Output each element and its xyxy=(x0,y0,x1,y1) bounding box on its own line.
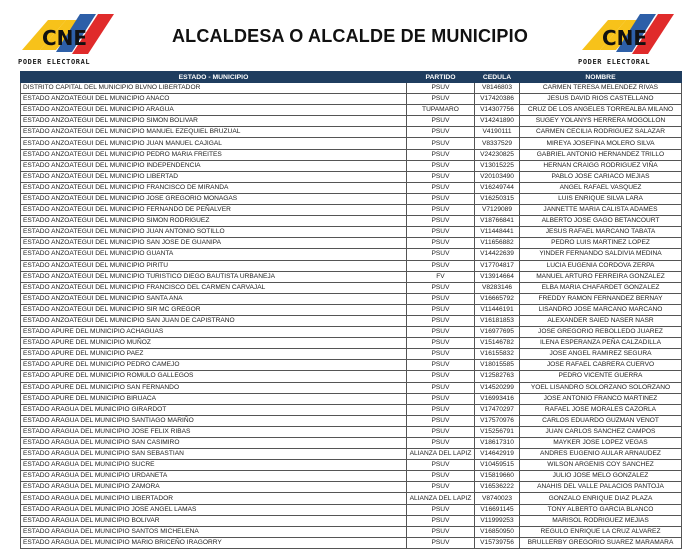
partido-cell: FV xyxy=(407,271,475,282)
cedula-cell: V18015585 xyxy=(475,360,520,371)
table-row xyxy=(21,515,682,526)
cedula-cell: V16691145 xyxy=(475,504,520,515)
cedula-cell: V15146782 xyxy=(475,338,520,349)
cedula-cell: V11446191 xyxy=(475,304,520,315)
estado-municipio-cell: ESTADO ANZOATEGUI DEL MUNICIPIO TURISTICO DIEGO BAUTISTA URBANEJA xyxy=(21,271,407,282)
nombre-cell: SUGEY YOLANYS HERRERA MOGOLLON xyxy=(520,116,682,127)
cedula-cell: V14642919 xyxy=(475,449,520,460)
cedula-cell: V11656882 xyxy=(475,238,520,249)
table-row xyxy=(21,504,682,515)
partido-cell: PSUV xyxy=(407,182,475,193)
partido-cell: PSUV xyxy=(407,127,475,138)
partido-cell: PSUV xyxy=(407,94,475,105)
cedula-cell: V16993416 xyxy=(475,393,520,404)
cedula-cell: V8337529 xyxy=(475,138,520,149)
nombre-cell: RAFAEL JOSE MORALES CAZORLA xyxy=(520,404,682,415)
cedula-cell: V16665792 xyxy=(475,293,520,304)
cedula-cell: V15819660 xyxy=(475,471,520,482)
table-row xyxy=(21,138,682,149)
partido-cell: PSUV xyxy=(407,360,475,371)
cedula-cell: V8740023 xyxy=(475,493,520,504)
table-row xyxy=(21,94,682,105)
table-row xyxy=(21,193,682,204)
partido-cell: PSUV xyxy=(407,227,475,238)
partido-cell: PSUV xyxy=(407,371,475,382)
nombre-cell: YOEL LISANDRO SOLORZANO SOLORZANO xyxy=(520,382,682,393)
estado-municipio-cell: ESTADO APURE DEL MUNICIPIO BIRUACA xyxy=(21,393,407,404)
estado-municipio-cell: ESTADO ANZOATEGUI DEL MUNICIPIO FRANCISCO DE MIRANDA xyxy=(21,182,407,193)
nombre-cell: ALBERTO JOSE GAGO BETANCOURT xyxy=(520,216,682,227)
table-row xyxy=(21,149,682,160)
nombre-cell: JULIO JOSE MELO GONZALEZ xyxy=(520,471,682,482)
partido-cell: ALIANZA DEL LAPIZ xyxy=(407,493,475,504)
cedula-cell: V16249744 xyxy=(475,182,520,193)
cedula-cell: V11448441 xyxy=(475,227,520,238)
table-row xyxy=(21,349,682,360)
table-row xyxy=(21,537,682,548)
partido-cell: PSUV xyxy=(407,504,475,515)
cedula-cell: V16977695 xyxy=(475,327,520,338)
cedula-cell: V16850950 xyxy=(475,526,520,537)
cedula-cell: V8283146 xyxy=(475,282,520,293)
estado-municipio-cell: ESTADO ANZOATEGUI DEL MUNICIPIO SANTA ANA xyxy=(21,293,407,304)
estado-municipio-cell: ESTADO ANZOATEGUI DEL MUNICIPIO JUAN MANUEL CAJIGAL xyxy=(21,138,407,149)
table-row xyxy=(21,415,682,426)
cedula-cell: V12582763 xyxy=(475,371,520,382)
estado-municipio-cell: ESTADO ANZOATEGUI DEL MUNICIPIO JOSE GREGORIO MONAGAS xyxy=(21,193,407,204)
estado-municipio-cell: ESTADO ARAGUA DEL MUNICIPIO MARIO BRICEÑO IRAGORRY xyxy=(21,537,407,548)
estado-municipio-cell: ESTADO ARAGUA DEL MUNICIPIO SUCRE xyxy=(21,460,407,471)
partido-cell: TUPAMARO xyxy=(407,105,475,116)
table-row xyxy=(21,260,682,271)
logo-tagline: PODER ELECTORAL xyxy=(578,58,651,66)
table-row xyxy=(21,282,682,293)
estado-municipio-cell: ESTADO APURE DEL MUNICIPIO ACHAGUAS xyxy=(21,327,407,338)
cedula-cell: V16155832 xyxy=(475,349,520,360)
estado-municipio-cell: ESTADO ANZOATEGUI DEL MUNICIPIO ARAGUA xyxy=(21,105,407,116)
table-row xyxy=(21,460,682,471)
partido-cell: PSUV xyxy=(407,515,475,526)
nombre-cell: TONY ALBERTO GARCIA BLANCO xyxy=(520,504,682,515)
cne-logo-icon xyxy=(578,6,688,58)
estado-municipio-cell: ESTADO ANZOATEGUI DEL MUNICIPIO SIR MC GREGOR xyxy=(21,304,407,315)
table-row xyxy=(21,360,682,371)
table-row xyxy=(21,304,682,315)
partido-cell: PSUV xyxy=(407,537,475,548)
cne-logo-right xyxy=(578,6,688,68)
nombre-cell: LISANDRO JOSE MARCANO MARCANO xyxy=(520,304,682,315)
nombre-cell: PEDRO LUIS MARTINEZ LOPEZ xyxy=(520,238,682,249)
cedula-cell: V13914664 xyxy=(475,271,520,282)
table-row xyxy=(21,315,682,326)
cedula-cell: V14241890 xyxy=(475,116,520,127)
nombre-cell: JANNETTE MARIA CALISTA ADAMES xyxy=(520,205,682,216)
estado-municipio-cell: ESTADO ANZOATEGUI DEL MUNICIPIO PEDRO MARIA FREITES xyxy=(21,149,407,160)
nombre-cell: LUIS ENRIQUE SILVA LARA xyxy=(520,193,682,204)
nombre-cell: WILSON ARGENIS COY SANCHEZ xyxy=(520,460,682,471)
partido-cell: PSUV xyxy=(407,193,475,204)
table-row xyxy=(21,83,682,94)
nombre-cell: MIREYA JOSEFINA MOLERO SILVA xyxy=(520,138,682,149)
cedula-cell: V13015225 xyxy=(475,160,520,171)
estado-municipio-cell: ESTADO APURE DEL MUNICIPIO ROMULO GALLEGOS xyxy=(21,371,407,382)
estado-municipio-cell: ESTADO ANZOATEGUI DEL MUNICIPIO MANUEL EZEQUIEL BRUZUAL xyxy=(21,127,407,138)
cedula-cell: V14307756 xyxy=(475,105,520,116)
partido-cell: PSUV xyxy=(407,149,475,160)
partido-cell: PSUV xyxy=(407,83,475,94)
estado-municipio-cell: ESTADO ANZOATEGUI DEL MUNICIPIO LIBERTAD xyxy=(21,171,407,182)
table-row xyxy=(21,526,682,537)
nombre-cell: MAYKER JOSE LOPEZ VEGAS xyxy=(520,438,682,449)
estado-municipio-cell: ESTADO APURE DEL MUNICIPIO MUÑOZ xyxy=(21,338,407,349)
nombre-cell: ANDRES EUGENIO AULAR ARNAUDEZ xyxy=(520,449,682,460)
nombre-cell: ANGEL RAFAEL VASQUEZ xyxy=(520,182,682,193)
cedula-cell: V15739756 xyxy=(475,537,520,548)
estado-municipio-cell: ESTADO ANZOATEGUI DEL MUNICIPIO FRANCISCO DEL CARMEN CARVAJAL xyxy=(21,282,407,293)
nombre-cell: MARISOL RODRIGUEZ MEJIAS xyxy=(520,515,682,526)
estado-municipio-cell: ESTADO ANZOATEGUI DEL MUNICIPIO SAN JOSE DE GUANIPA xyxy=(21,238,407,249)
estado-municipio-cell: ESTADO APURE DEL MUNICIPIO PAEZ xyxy=(21,349,407,360)
partido-cell: PSUV xyxy=(407,315,475,326)
partido-cell: PSUV xyxy=(407,238,475,249)
table-row xyxy=(21,127,682,138)
table-row xyxy=(21,338,682,349)
column-header-partido: PARTIDO xyxy=(407,72,475,83)
partido-cell: PSUV xyxy=(407,293,475,304)
nombre-cell: JUAN CARLOS SANCHEZ CAMPOS xyxy=(520,426,682,437)
nombre-cell: CARMEN CECILIA RODRIGUEZ SALAZAR xyxy=(520,127,682,138)
nombre-cell: FREDDY RAMON FERNANDEZ BERNAY xyxy=(520,293,682,304)
nombre-cell: PABLO JOSE CARIACO MEJIAS xyxy=(520,171,682,182)
table-row xyxy=(21,438,682,449)
estado-municipio-cell: ESTADO ANZOATEGUI DEL MUNICIPIO INDEPENDENCIA xyxy=(21,160,407,171)
partido-cell: PSUV xyxy=(407,282,475,293)
cedula-cell: V16181853 xyxy=(475,315,520,326)
nombre-cell: ELBA MARIA CHAFARDET GONZALEZ xyxy=(520,282,682,293)
table-row xyxy=(21,449,682,460)
partido-cell: PSUV xyxy=(407,393,475,404)
column-header-cedula: CEDULA xyxy=(475,72,520,83)
partido-cell: PSUV xyxy=(407,304,475,315)
table-row xyxy=(21,327,682,338)
table-row xyxy=(21,404,682,415)
estado-municipio-cell: ESTADO ANZOATEGUI DEL MUNICIPIO JUAN ANTONIO SOTILLO xyxy=(21,227,407,238)
table-row xyxy=(21,182,682,193)
table-row xyxy=(21,238,682,249)
table-row xyxy=(21,393,682,404)
estado-municipio-cell: ESTADO ANZOATEGUI DEL MUNICIPIO SIMON BOLIVAR xyxy=(21,116,407,127)
estado-municipio-cell: ESTADO ANZOATEGUI DEL MUNICIPIO PIRITU xyxy=(21,260,407,271)
cedula-cell: V20103490 xyxy=(475,171,520,182)
estado-municipio-cell: ESTADO APURE DEL MUNICIPIO SAN FERNANDO xyxy=(21,382,407,393)
partido-cell: PSUV xyxy=(407,260,475,271)
cedula-cell: V17470297 xyxy=(475,404,520,415)
cedula-cell: V16250315 xyxy=(475,193,520,204)
table-row xyxy=(21,382,682,393)
estado-municipio-cell: ESTADO ANZOATEGUI DEL MUNICIPIO SIMON RODRIGUEZ xyxy=(21,216,407,227)
partido-cell: PSUV xyxy=(407,327,475,338)
nombre-cell: CARLOS EDUARDO GUZMAN VENOT xyxy=(520,415,682,426)
partido-cell: PSUV xyxy=(407,438,475,449)
estado-municipio-cell: DISTRITO CAPITAL DEL MUNICIPIO BLVNO LIBERTADOR xyxy=(21,83,407,94)
nombre-cell: YINDER FERNANDO SALDIVIA MEDINA xyxy=(520,249,682,260)
nombre-cell: CRUZ DE LOS ANGELES TORREALBA MILANO xyxy=(520,105,682,116)
estado-municipio-cell: ESTADO ARAGUA DEL MUNICIPIO SANTOS MICHELENA xyxy=(21,526,407,537)
partido-cell: PSUV xyxy=(407,338,475,349)
cedula-cell: V17420386 xyxy=(475,94,520,105)
estado-municipio-cell: ESTADO ARAGUA DEL MUNICIPIO JOSE ANGEL LAMAS xyxy=(21,504,407,515)
table-row xyxy=(21,371,682,382)
nombre-cell: HERNAN CRAIGG RODRIGUEZ VIÑA xyxy=(520,160,682,171)
nombre-cell: REGULO ENRIQUE LA CRUZ ALVAREZ xyxy=(520,526,682,537)
cedula-cell: V24230825 xyxy=(475,149,520,160)
table-row xyxy=(21,160,682,171)
estado-municipio-cell: ESTADO ARAGUA DEL MUNICIPIO URDANETA xyxy=(21,471,407,482)
estado-municipio-cell: ESTADO ANZOATEGUI DEL MUNICIPIO ANACO xyxy=(21,94,407,105)
nombre-cell: PEDRO VICENTE GUERRA xyxy=(520,371,682,382)
table-row xyxy=(21,426,682,437)
estado-municipio-cell: ESTADO ANZOATEGUI DEL MUNICIPIO SAN JUAN DE CAPISTRANO xyxy=(21,315,407,326)
table-row xyxy=(21,171,682,182)
cedula-cell: V8146803 xyxy=(475,83,520,94)
partido-cell: PSUV xyxy=(407,249,475,260)
nombre-cell: CARMEN TERESA MELENDEZ RIVAS xyxy=(520,83,682,94)
estado-municipio-cell: ESTADO ARAGUA DEL MUNICIPIO BOLIVAR xyxy=(21,515,407,526)
column-header-nombre: NOMBRE xyxy=(520,72,682,83)
table-row xyxy=(21,116,682,127)
cedula-cell: V4190111 xyxy=(475,127,520,138)
cedula-cell: V14520299 xyxy=(475,382,520,393)
svg-text:CNE: CNE xyxy=(602,26,648,50)
partido-cell: PSUV xyxy=(407,482,475,493)
table-row xyxy=(21,271,682,282)
table-row xyxy=(21,205,682,216)
table-row xyxy=(21,493,682,504)
table-header-row xyxy=(21,72,682,83)
table-row xyxy=(21,249,682,260)
logo-tagline: PODER ELECTORAL xyxy=(18,58,91,66)
estado-municipio-cell: ESTADO ARAGUA DEL MUNICIPIO SAN SEBASTIAN xyxy=(21,449,407,460)
partido-cell: PSUV xyxy=(407,471,475,482)
partido-cell: PSUV xyxy=(407,426,475,437)
table-row xyxy=(21,471,682,482)
partido-cell: PSUV xyxy=(407,216,475,227)
estado-municipio-cell: ESTADO ARAGUA DEL MUNICIPIO SANTIAGO MARIÑO xyxy=(21,415,407,426)
nombre-cell: JESUS RAFAEL MARCANO TABATA xyxy=(520,227,682,238)
cedula-cell: V18766841 xyxy=(475,216,520,227)
partido-cell: PSUV xyxy=(407,160,475,171)
partido-cell: PSUV xyxy=(407,382,475,393)
cedula-cell: V15256791 xyxy=(475,426,520,437)
estado-municipio-cell: ESTADO APURE DEL MUNICIPIO PEDRO CAMEJO xyxy=(21,360,407,371)
partido-cell: PSUV xyxy=(407,116,475,127)
table-row xyxy=(21,482,682,493)
partido-cell: ALIANZA DEL LAPIZ xyxy=(407,449,475,460)
table-row xyxy=(21,293,682,304)
cedula-cell: V14422639 xyxy=(475,249,520,260)
nombre-cell: JOSE RAFAEL CABRERA CUERVO xyxy=(520,360,682,371)
nombre-cell: ILENA ESPERANZA PEÑA CALZADILLA xyxy=(520,338,682,349)
table-row xyxy=(21,216,682,227)
cedula-cell: V11999253 xyxy=(475,515,520,526)
nombre-cell: LUCIA EUGENIA CORDOVA ZERPA xyxy=(520,260,682,271)
cedula-cell: V18617310 xyxy=(475,438,520,449)
cedula-cell: V7129089 xyxy=(475,205,520,216)
nombre-cell: ALEXANDER SAIED NASER NASR xyxy=(520,315,682,326)
partido-cell: PSUV xyxy=(407,205,475,216)
estado-municipio-cell: ESTADO ARAGUA DEL MUNICIPIO SAN CASIMIRO xyxy=(21,438,407,449)
nombre-cell: GABRIEL ANTONIO HERNANDEZ TRILLO xyxy=(520,149,682,160)
estado-municipio-cell: ESTADO ARAGUA DEL MUNICIPIO ZAMORA xyxy=(21,482,407,493)
estado-municipio-cell: ESTADO ARAGUA DEL MUNICIPIO GIRARDOT xyxy=(21,404,407,415)
cedula-cell: V10459515 xyxy=(475,460,520,471)
nombre-cell: JESUS DAVID RIOS CASTELLANO xyxy=(520,94,682,105)
partido-cell: PSUV xyxy=(407,404,475,415)
partido-cell: PSUV xyxy=(407,460,475,471)
table-row xyxy=(21,227,682,238)
nombre-cell: JOSE GREGORIO REBOLLEDO JUAREZ xyxy=(520,327,682,338)
cedula-cell: V17704817 xyxy=(475,260,520,271)
estado-municipio-cell: ESTADO ANZOATEGUI DEL MUNICIPIO GUANTA xyxy=(21,249,407,260)
partido-cell: PSUV xyxy=(407,138,475,149)
column-header-estado-municipio: ESTADO - MUNICIPIO xyxy=(21,72,407,83)
nombre-cell: JOSE ANGEL RAMIREZ SEGURA xyxy=(520,349,682,360)
partido-cell: PSUV xyxy=(407,171,475,182)
estado-municipio-cell: ESTADO ARAGUA DEL MUNICIPIO LIBERTADOR xyxy=(21,493,407,504)
cedula-cell: V17570976 xyxy=(475,415,520,426)
partido-cell: PSUV xyxy=(407,415,475,426)
partido-cell: PSUV xyxy=(407,526,475,537)
cedula-cell: V16536222 xyxy=(475,482,520,493)
table-row xyxy=(21,105,682,116)
nombre-cell: MANUEL ARTURO FERREIRA GONZALEZ xyxy=(520,271,682,282)
svg-text:CNE: CNE xyxy=(42,26,88,50)
estado-municipio-cell: ESTADO ARAGUA DEL MUNICIPIO JOSE FELIX RIBAS xyxy=(21,426,407,437)
nombre-cell: ANAHIS DEL VALLE PALACIOS PANTOJA xyxy=(520,482,682,493)
candidates-table xyxy=(20,71,682,549)
page-title: ALCALDESA O ALCALDE DE MUNICIPIO xyxy=(171,26,529,46)
nombre-cell: BRULLERBY GREGORIO SUAREZ MARAMARA xyxy=(520,537,682,548)
estado-municipio-cell: ESTADO ANZOATEGUI DEL MUNICIPIO FERNANDO DE PEÑALVER xyxy=(21,205,407,216)
nombre-cell: GONZALO ENRIQUE DIAZ PLAZA xyxy=(520,493,682,504)
nombre-cell: JOSE ANTONIO FRANCO MARTINEZ xyxy=(520,393,682,404)
partido-cell: PSUV xyxy=(407,349,475,360)
